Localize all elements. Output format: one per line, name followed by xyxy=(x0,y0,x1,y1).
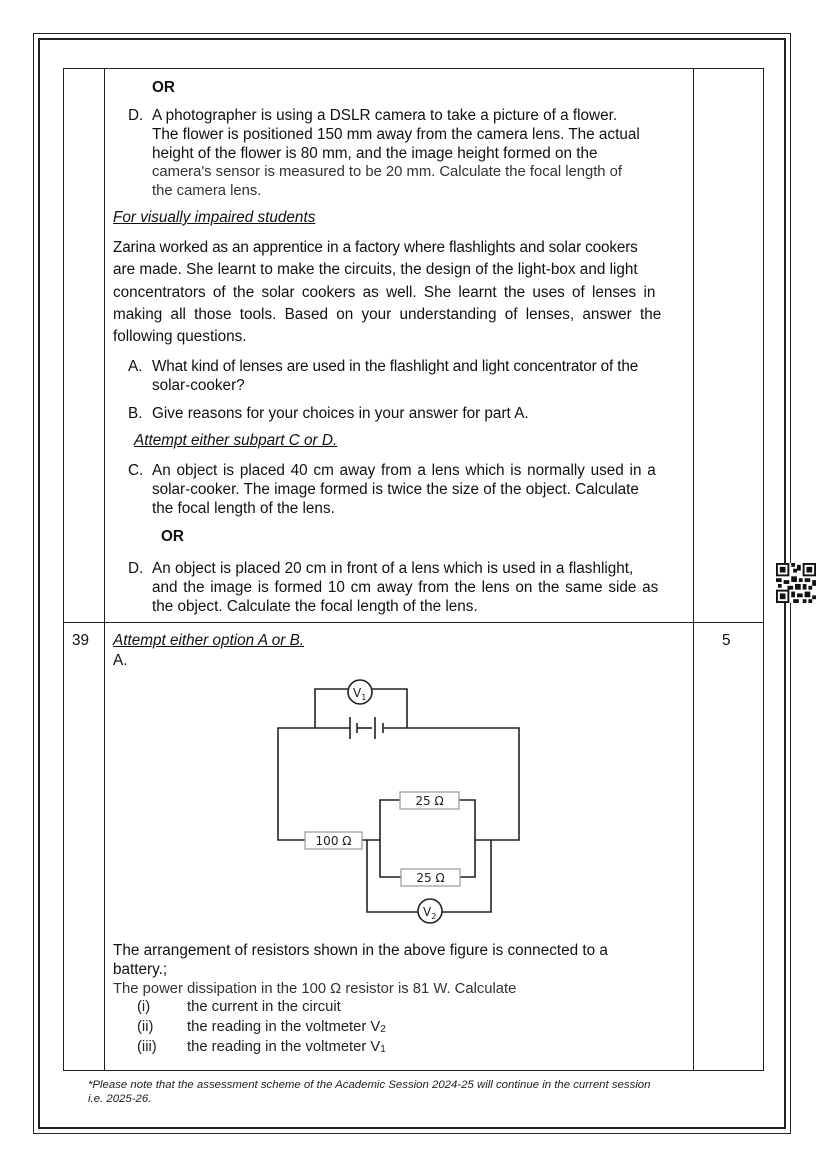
line: the object. Calculate the focal length of the lens. xyxy=(152,598,478,615)
line: and the image is formed 10 cm away from the lens on the same side as xyxy=(152,579,659,596)
line: the focal length of the lens. xyxy=(152,500,335,517)
subpart-text-main: the reading in the voltmeter V xyxy=(187,1039,381,1055)
subscript: 1 xyxy=(380,1044,386,1055)
wire xyxy=(315,689,348,728)
resistor-25-ohm-top-label: 25 Ω xyxy=(415,794,444,808)
wire xyxy=(380,840,401,877)
subpart-text: the current in the circuit xyxy=(187,999,341,1015)
resistor-100-ohm-label: 100 Ω xyxy=(315,834,352,848)
part-label: A. xyxy=(128,358,143,375)
wire xyxy=(278,832,305,840)
question-number: 39 xyxy=(72,632,90,649)
line: concentrators of the solar cookers as well. She learnt the uses of lenses in xyxy=(113,283,656,301)
subpart-text xyxy=(187,1018,386,1039)
wire xyxy=(380,800,400,840)
footnote-line: i.e. 2025-26. xyxy=(88,1093,152,1105)
subscript: 2 xyxy=(380,1024,386,1035)
voltmeter-v1-label: $V_1$ xyxy=(353,686,367,702)
part-label: D. xyxy=(128,560,144,577)
subpart-num: (i) xyxy=(137,999,151,1015)
subpart-text xyxy=(187,1038,386,1059)
line: A photographer is using a DSLR camera to take a picture of a flower. xyxy=(152,107,618,124)
q39-text-line: The arrangement of resistors shown in the above figure is connected to a xyxy=(113,942,608,959)
wire xyxy=(384,728,519,840)
qr-code-icon[interactable] xyxy=(776,563,816,603)
subpart-num: (iii) xyxy=(137,1039,157,1055)
resistor-25-ohm-bottom-label: 25 Ω xyxy=(416,871,445,885)
line: An object is placed 20 cm in front of a lens which is used in a flashlight, xyxy=(152,560,634,577)
footnote xyxy=(88,1078,738,1106)
subpart-num: (ii) xyxy=(137,1019,154,1035)
part-label: C. xyxy=(128,462,144,479)
part-label: B. xyxy=(128,405,143,422)
q39-text-line: The power dissipation in the 100 Ω resistor is 81 W. Calculate xyxy=(113,981,517,997)
footnote-line: *Please note that the assessment scheme of the Academic Session 2024-25 will continue in the current session xyxy=(88,1079,651,1091)
attempt-either-c-or-d: Attempt either subpart C or D. xyxy=(134,432,338,449)
line: Zarina worked as an apprentice in a factory where flashlights and solar cookers xyxy=(113,239,638,256)
line: solar-cooker. The image formed is twice the size of the object. Calculate xyxy=(152,481,639,498)
visually-impaired-heading: For visually impaired students xyxy=(113,209,316,226)
line: height of the flower is 80 mm, and the image height formed on the xyxy=(152,145,598,162)
part-label: D. xyxy=(128,107,144,124)
voltmeter-v2-label: $V_2$ xyxy=(423,905,437,921)
line: solar-cooker? xyxy=(152,377,245,394)
or-label: OR xyxy=(161,528,184,545)
wire xyxy=(459,800,491,840)
line: the camera lens. xyxy=(152,183,262,199)
line: An object is placed 40 cm away from a lens which is normally used in a xyxy=(152,462,656,479)
line: are made. She learnt to make the circuits, the design of the light-box and light xyxy=(113,261,638,279)
line: What kind of lenses are used in the flashlight and light concentrator of the xyxy=(152,358,639,375)
or-label: OR xyxy=(152,79,175,96)
wire xyxy=(460,840,475,877)
option-label: A. xyxy=(113,652,128,669)
attempt-either-a-or-b: Attempt either option A or B. xyxy=(113,632,305,649)
line: following questions. xyxy=(113,328,247,346)
line: The flower is positioned 150 mm away from the camera lens. The actual xyxy=(152,126,640,143)
subpart-text-main: the reading in the voltmeter V xyxy=(187,1019,381,1035)
line: making all those tools. Based on your understanding of lenses, answer the xyxy=(113,305,662,323)
wire xyxy=(372,689,407,728)
question-marks: 5 xyxy=(722,632,731,649)
q39-text-line: battery.; xyxy=(113,961,168,978)
wire xyxy=(278,728,350,832)
line: camera's sensor is measured to be 20 mm. Calculate the focal length of xyxy=(152,164,622,180)
line: Give reasons for your choices in your answer for part A. xyxy=(152,405,529,422)
